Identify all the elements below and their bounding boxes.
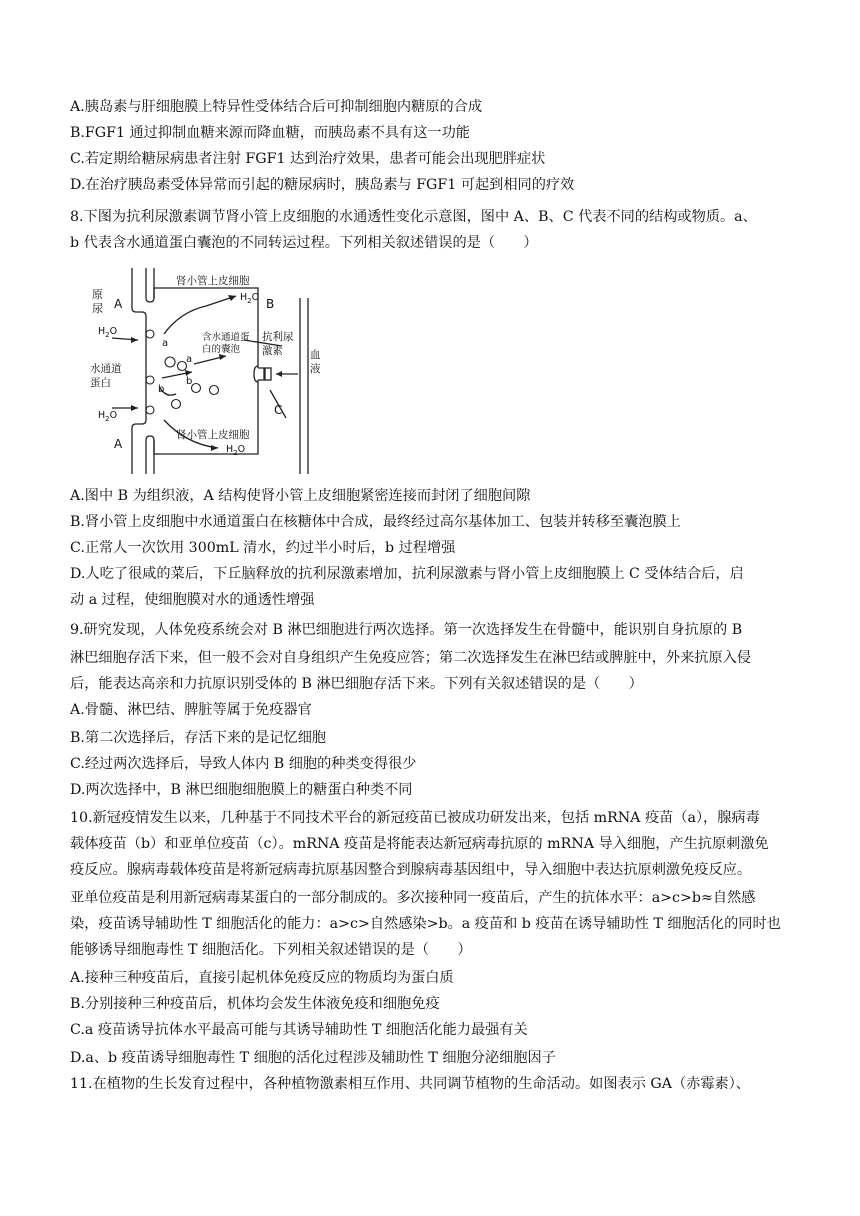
q7-option-c: C.若定期给糖尿病患者注射 FGF1 达到治疗效果，患者可能会出现肥胖症状 bbox=[70, 151, 546, 167]
q7-option-d: D.在治疗胰岛素受体异常而引起的糖尿病时，胰岛素与 FGF1 可起到相同的疗效 bbox=[70, 177, 575, 193]
q10-stem-line4: 亚单位疫苗是利用新冠病毒某蛋白的一部分制成的。多次接种同一疫苗后，产生的抗体水平：a>c>b≈自然感 bbox=[70, 890, 756, 906]
label-blood-2: 液 bbox=[310, 363, 321, 375]
label-aquaporin-2: 蛋白 bbox=[90, 377, 111, 389]
q10-option-a: A.接种三种疫苗后，直接引起机体免疫反应的物质均为蛋白质 bbox=[70, 970, 454, 986]
label-aquaporin-1: 水通道 bbox=[90, 363, 122, 375]
q10-stem-line2: 载体疫苗（b）和亚单位疫苗（c）。mRNA 疫苗是将能表达新冠病毒抗原的 mRNA 导入细胞，产生抗原刺激免 bbox=[70, 836, 769, 852]
label-vesicle-2: 白的囊泡 bbox=[202, 344, 241, 355]
q8-stem-line2: b 代表含水通道蛋白囊泡的不同转运过程。下列相关叙述错误的是（ ） bbox=[70, 235, 538, 251]
q9-option-a: A.骨髓、淋巴结、脾脏等属于免疫器官 bbox=[70, 702, 312, 718]
q10-option-b: B.分别接种三种疫苗后，机体均会发生体液免疫和细胞免疫 bbox=[70, 996, 440, 1012]
label-lumen-1: 原 bbox=[92, 288, 103, 301]
label-b: B bbox=[266, 297, 275, 311]
label-vesicle-1: 含水通道蛋 bbox=[202, 332, 250, 343]
q10-option-c: C.a 疫苗诱导抗体水平最高可能与其诱导辅助性 T 细胞活化能力最强有关 bbox=[70, 1022, 528, 1038]
q8-option-b: B.肾小管上皮细胞中水通道蛋白在核糖体中合成，最终经过高尔基体加工、包装并转移至囊泡膜上 bbox=[70, 514, 681, 530]
label-h2o-3: $H_2O$ bbox=[98, 410, 118, 423]
q10-stem-line1: 10.新冠疫情发生以来，几种基于不同技术平台的新冠疫苗已被成功研发出来，包括 mRNA 疫苗（a），腺病毒 bbox=[70, 810, 760, 826]
label-process-b-2: b bbox=[186, 376, 193, 387]
q7-option-a: A.胰岛素与肝细胞膜上特异性受体结合后可抑制细胞内糖原的合成 bbox=[70, 99, 483, 115]
label-lumen-2: 尿 bbox=[92, 302, 103, 315]
q10-stem-line6: 能够诱导细胞毒性 T 细胞活化。下列相关叙述错误的是（ ） bbox=[70, 942, 472, 958]
label-adh-2: 激素 bbox=[262, 345, 283, 357]
label-a-top: A bbox=[114, 297, 123, 311]
q8-option-d-line2: 动 a 过程，使细胞膜对水的通透性增强 bbox=[70, 592, 315, 608]
q9-option-b: B.第二次选择后，存活下来的是记忆细胞 bbox=[70, 730, 327, 746]
kidney-tubule-diagram bbox=[86, 268, 332, 474]
label-adh-1: 抗利尿 bbox=[262, 331, 294, 343]
q9-option-c: C.经过两次选择后，导致人体内 B 细胞的种类变得很少 bbox=[70, 756, 417, 772]
q8-option-c: C.正常人一次饮用 300mL 清水，约过半小时后，b 过程增强 bbox=[70, 540, 456, 556]
q7-option-b: B.FGF1 通过抑制血糖来源而降血糖，而胰岛素不具有这一功能 bbox=[70, 125, 470, 141]
label-cell-top: 肾小管上皮细胞 bbox=[176, 275, 250, 287]
q10-stem-line5: 染，疫苗诱导辅助性 T 细胞活化的能力：a>c>自然感染>b。a 疫苗和 b 疫苗在诱导辅助性 T 细胞活化的同时也 bbox=[70, 916, 781, 932]
q9-option-d: D.两次选择中，B 淋巴细胞细胞膜上的糖蛋白种类不同 bbox=[70, 782, 413, 798]
label-c: C bbox=[274, 403, 283, 417]
label-h2o-2: $H_2O$ bbox=[98, 326, 118, 339]
label-blood-1: 血 bbox=[310, 349, 321, 361]
q11-stem-line1: 11.在植物的生长发育过程中，各种植物激素相互作用、共同调节植物的生命活动。如图表示 GA（赤霉素）、 bbox=[70, 1076, 750, 1092]
q8-stem-line1: 8.下图为抗利尿激素调节肾小管上皮细胞的水通透性变化示意图，图中 A、B、C 代表不同的结构或物质。a、 bbox=[70, 209, 757, 225]
q9-stem-line2: 淋巴细胞存活下来，但一般不会对自身组织产生免疫应答；第二次选择发生在淋巴结或脾脏中，外来抗原入侵 bbox=[70, 650, 752, 666]
label-process-a-2: a bbox=[186, 354, 193, 365]
label-h2o-1: $H_2O$ bbox=[240, 292, 260, 305]
label-process-a-1: a bbox=[162, 338, 169, 349]
label-a-bottom: A bbox=[114, 437, 123, 451]
q10-option-d: D.a、b 疫苗诱导细胞毒性 T 细胞的活化过程涉及辅助性 T 细胞分泌细胞因子 bbox=[70, 1050, 556, 1066]
label-process-b-1: b bbox=[158, 384, 165, 395]
q8-option-d-line1: D.人吃了很咸的菜后，下丘脑释放的抗利尿激素增加，抗利尿激素与肾小管上皮细胞膜上 C 受体结合后，启 bbox=[70, 566, 744, 582]
label-cell-bottom: 肾小管上皮细胞 bbox=[176, 429, 250, 441]
q9-stem-line1: 9.研究发现，人体免疫系统会对 B 淋巴细胞进行两次选择。第一次选择发生在骨髓中，能识别自身抗原的 B bbox=[70, 622, 743, 638]
q10-stem-line3: 疫反应。腺病毒载体疫苗是将新冠病毒抗原基因整合到腺病毒基因组中，导入细胞中表达抗原刺激免疫反应。 bbox=[70, 862, 752, 878]
label-h2o-4: $H_2O$ bbox=[226, 444, 246, 457]
q9-stem-line3: 后，能表达高亲和力抗原识别受体的 B 淋巴细胞存活下来。下列有关叙述错误的是（ ） bbox=[70, 676, 643, 692]
q8-option-a: A.图中 B 为组织液，A 结构使肾小管上皮细胞紧密连接而封闭了细胞间隙 bbox=[70, 488, 531, 504]
